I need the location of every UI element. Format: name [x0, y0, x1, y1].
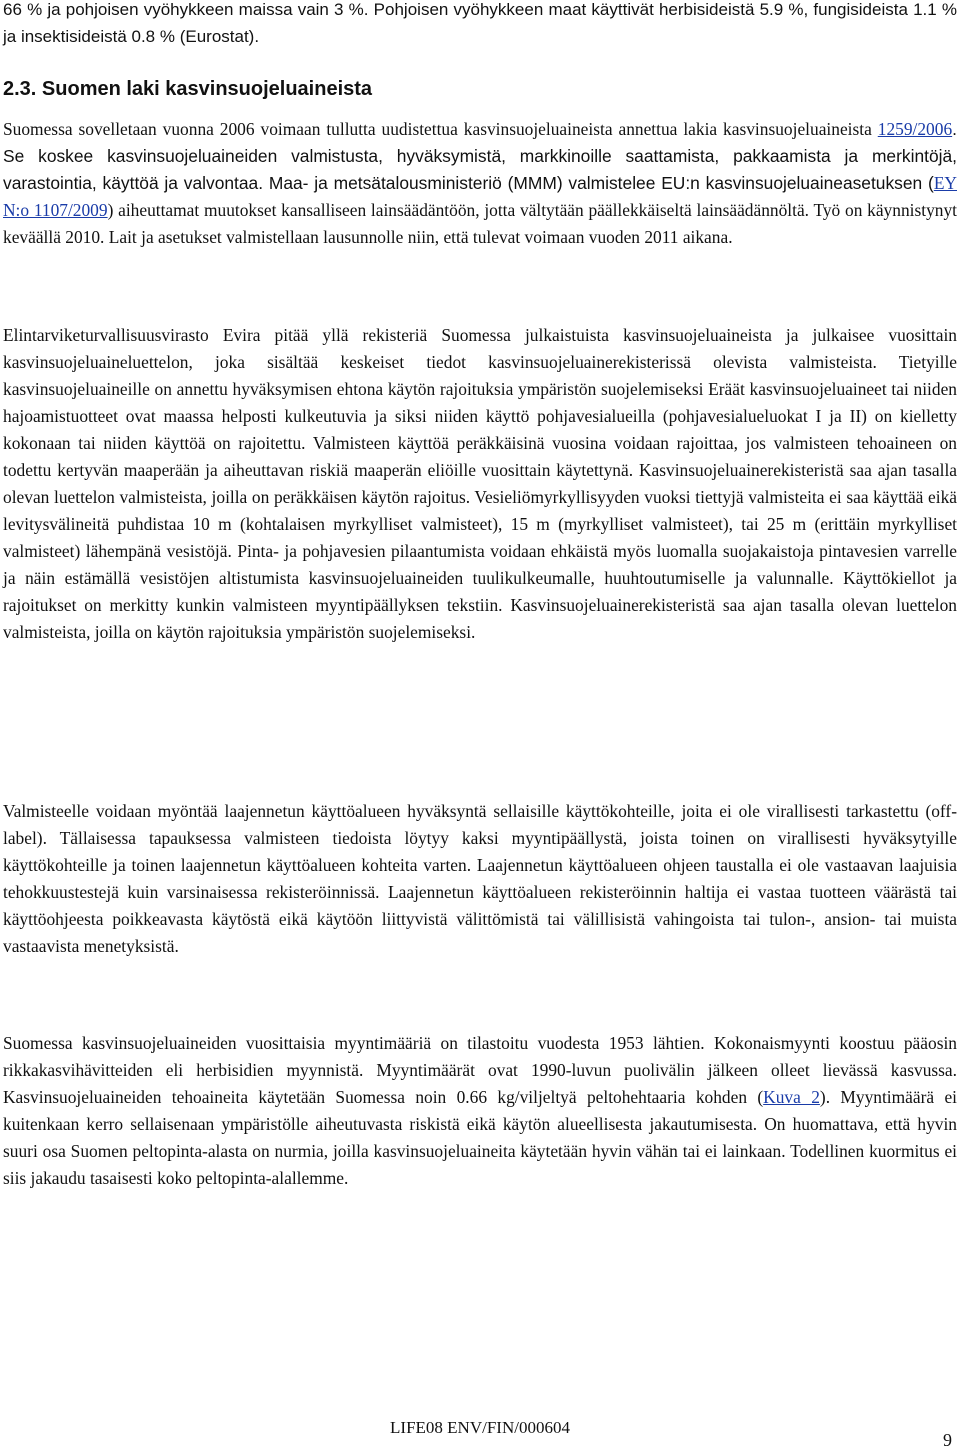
paragraph-law-text-c: ) aiheuttamat muutokset kansalliseen lainsäädäntöön, jotta vältytään päällekkäiseltä lainsäädännöltä. Työ on käynnistynyt keväällä 2010. Lait ja asetukset valmistellaan lausunnolle niin, että tulevat voimaan vuoden 2011 aikana.: [3, 200, 957, 247]
paragraph-law-text-b: . Se koskee kasvinsuojeluaineiden valmistusta, hyväksymistä, markkinoille saattamista, pakkaamista ja merkintöjä, varastointia, käyttöä ja valvontaa. Maa- ja metsätalousministeriö (MMM) valmistelee EU:n kasvinsuojeluaineasetuksen (: [3, 119, 957, 193]
intro-paragraph: [3, 0, 957, 50]
paragraph-evira: [3, 322, 957, 646]
section-heading: 2.3. Suomen laki kasvinsuojeluaineista: [3, 78, 373, 100]
law-link-1259-2006[interactable]: 1259/2006: [877, 119, 953, 139]
paragraph-off-label-text: Valmisteelle voidaan myöntää laajennetun käyttöalueen hyväksyntä sellaisille käyttökohteille, joita ei ole virallisesti tarkastettu (off-label). Tällaisessa tapauksessa valmisteen tiedoista löytyy kaksi myyntipäällystä, joista toinen on virallisesti hyväksytyille käyttökohteille ja toinen laajennetun käyttöalueen kohteita varten. Laajennetun käyttöalueen ohjeen taustalla ei ole vastaavan laajuisia tehokkuustestejä kuin varsinaisessa rekisteröinnissä. Laajennetun käyttöalueen rekisteröinnin haltija ei vastaa tuotteen väärästä tai käyttöohjeesta poikkeavasta käytöstä eikä käytöön liittyvistä välittömistä tai välillisistä vahingoista tai tulon-, ansion- tai muista vastaavista menetyksistä.: [3, 801, 957, 956]
regulation-link-1107-2009[interactable]: EY N:o 1107/2009: [3, 173, 957, 220]
paragraph-sales-text-a: Suomessa kasvinsuojeluaineiden vuosittaisia myyntimääriä on tilastoitu vuodesta 1953 lähtien. Kokonaismyynti koostuu pääosin rikkakasvihävitteiden eli herbisidien myynnistä. Myyntimäärät ovat 1990-luvun puolivälin jälkeen olleet lievässä kasvussa. Kasvinsuojeluaineiden tehoaineita käytetään Suomessa noin 0.66 kg/viljeltyä peltohehtaaria kohden (: [3, 1033, 957, 1107]
page-number: 9: [943, 1430, 952, 1450]
paragraph-sales: [3, 1030, 957, 1192]
paragraph-law: [3, 116, 957, 251]
intro-text: 66 % ja pohjoisen vyöhykkeen maissa vain 3 %. Pohjoisen vyöhykkeen maat käyttivät herbisideistä 5.9 %, fungisideista 1.1 % ja insektisideistä 0.8 % (Eurostat).: [3, 0, 957, 46]
paragraph-sales-text-b: ). Myyntimäärä ei kuitenkaan kerro sellaisenaan ympäristölle aiheutuvasta riskistä eikä käytön alueellisesta jakautumisesta. On huomattava, että hyvin suuri osa Suomen peltopinta-alasta on nurmia, joilla kasvinsuojeluaineita käytetään hyvin vähän tai ei lainkaan. Todellinen kuormitus ei siis jakaudu tasaisesti koko peltopinta-alallemme.: [3, 1087, 958, 1188]
footer-project-code: LIFE08 ENV/FIN/000604: [390, 1418, 570, 1437]
paragraph-evira-text: Elintarviketurvallisuusvirasto Evira pitää yllä rekisteriä Suomessa julkaistuista kasvinsuojeluaineista ja julkaisee vuosittain kasvinsuojeluaineluettelon, joka sisältää keskeiset tiedot kasvinsuojeluainerekisterissä olevista valmisteista. Tietyille kasvinsuojeluaineille on annettu hyväksymisen ehtona käytön rajoituksia ympäristön suojelemiseksi Eräät kasvinsuojeluaineet tai niiden hajoamistuotteet ovat maassa helposti kulkeutuvia ja siksi niiden käyttö pohjavesialueilla (pohjavesialueluokat I ja II) on kielletty kokonaan tai niiden käyttöä on rajoitettu. Valmisteen käyttöä peräkkäisinä vuosina voidaan rajoittaa, jos valmisteen tehoaineen on todettu kertyvän maaperään ja aiheuttavan riskiä maaperän eliöille vuosittain käytettynä. Kasvinsuojeluainerekisteristä saa ajan tasalla olevan luettelon valmisteista, joilla on peräkkäisen käytön rajoitus. Vesieliömyrkyllisyyden vuoksi tiettyjä valmisteita ei saa käyttää eikä levitysvälineitä puhdistaa 10 m (kohtalaisen myrkylliset valmisteet), 15 m (myrkylliset valmisteet), tai 25 m (erittäin myrkylliset valmisteet) lähempänä vesistöjä. Pinta- ja pohjavesien pilaantumista voidaan ehkäistä myös luomalla suojakaistoja pintavesien varrelle ja näin estämällä vesistöjen altistumista kasvinsuojeluaineiden tuulikulkeumalle, huuhtoutumiselle ja valunnalle. Käyttökiellot ja rajoitukset on merkitty kunkin valmisteen myyntipäällyksen tekstiin. Kasvinsuojeluainerekisteristä saa ajan tasalla olevan luettelon valmisteista, joilla on käytön rajoituksia ympäristön suojelemiseksi.: [3, 325, 957, 642]
paragraph-off-label: [3, 798, 957, 960]
figure-link-kuva-2[interactable]: Kuva 2: [763, 1087, 820, 1107]
paragraph-law-text-a: Suomessa sovelletaan vuonna 2006 voimaan tullutta uudistettua kasvinsuojeluaineista annettua lakia kasvinsuojeluaineista: [3, 119, 878, 139]
